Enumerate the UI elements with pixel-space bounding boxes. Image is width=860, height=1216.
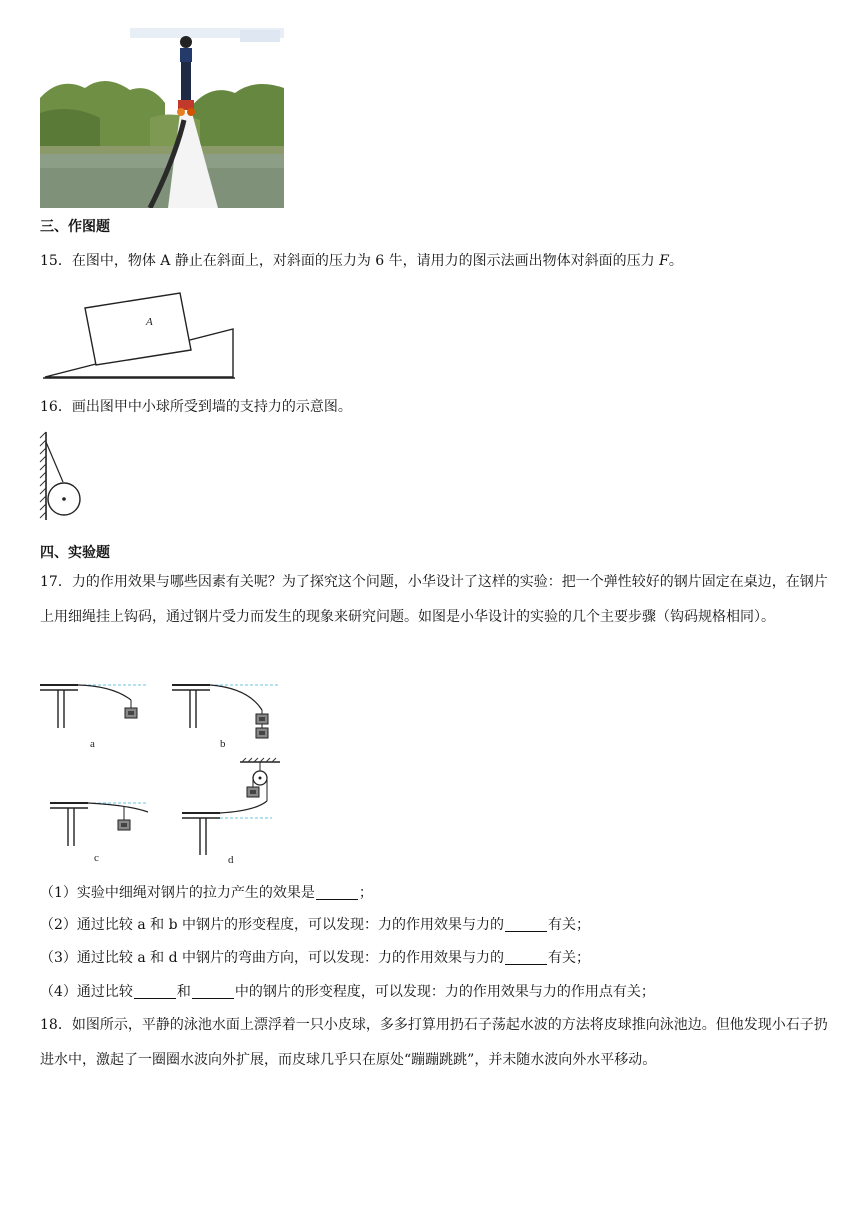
section-3-title: 三、作图题 (40, 219, 110, 235)
answer-blank[interactable] (505, 917, 547, 932)
question-17-sub-1: （1）实验中细绳对钢片的拉力产生的效果是 ； (40, 885, 373, 901)
figure-c (48, 798, 168, 868)
block-label: A (146, 316, 153, 328)
figure-a (38, 680, 158, 755)
figure-d (180, 757, 290, 867)
incline-diagram (40, 285, 240, 385)
question-17-sub-3: （3）通过比较 a 和 d 中钢片的弯曲方向，可以发现：力的作用效果与力的 有关； (40, 950, 591, 966)
question-17-sub-4: （4）通过比较 和 中的钢片的形变程度，可以发现：力的作用效果与力的作用点有关； (40, 984, 655, 1000)
figure-a-label: a (90, 738, 95, 750)
figure-b (170, 680, 290, 755)
figure-d-label: d (228, 854, 234, 866)
answer-blank[interactable] (316, 885, 358, 900)
figure-b-label: b (220, 738, 226, 750)
ball-wall-diagram (38, 430, 88, 525)
answer-blank[interactable] (134, 984, 176, 999)
jetpack-water-photo (40, 28, 284, 208)
force-symbol: F (659, 253, 669, 269)
question-17-sub-2: （2）通过比较 a 和 b 中钢片的形变程度，可以发现：力的作用效果与力的 有关； (40, 917, 591, 933)
answer-blank[interactable] (505, 950, 547, 965)
question-17: 17．力的作用效果与哪些因素有关呢？为了探究这个问题，小华设计了这样的实验：把一个弹性较好的钢片固定在桌边，在钢片上用细绳挂上钩码，通过钢片受力而发生的现象来研究问题。如图是小华设计的实验的几个主要步骤（钩码规格相同）。 (40, 574, 828, 625)
figure-c-label: c (94, 852, 99, 864)
answer-blank[interactable] (192, 984, 234, 999)
question-15-text: 15．在图中，物体 A 静止在斜面上，对斜面的压力为 6 牛，请用力的图示法画出物体对斜面的压力 (40, 253, 660, 269)
section-4-title: 四、实验题 (40, 545, 110, 561)
question-15-suffix: 。 (668, 253, 683, 269)
question-16: 16．画出图甲中小球所受到墙的支持力的示意图。 (40, 399, 352, 415)
question-18: 18．如图所示，平静的泳池水面上漂浮着一只小皮球，多多打算用扔石子荡起水波的方法将皮球推向泳池边。但他发现小石子扔进水中，激起了一圈圈水波向外扩展，而皮球几乎只在原处“蹦蹦跳跳”，并未随水波向外水平移动。 (40, 1017, 828, 1068)
question-15 (40, 251, 683, 271)
